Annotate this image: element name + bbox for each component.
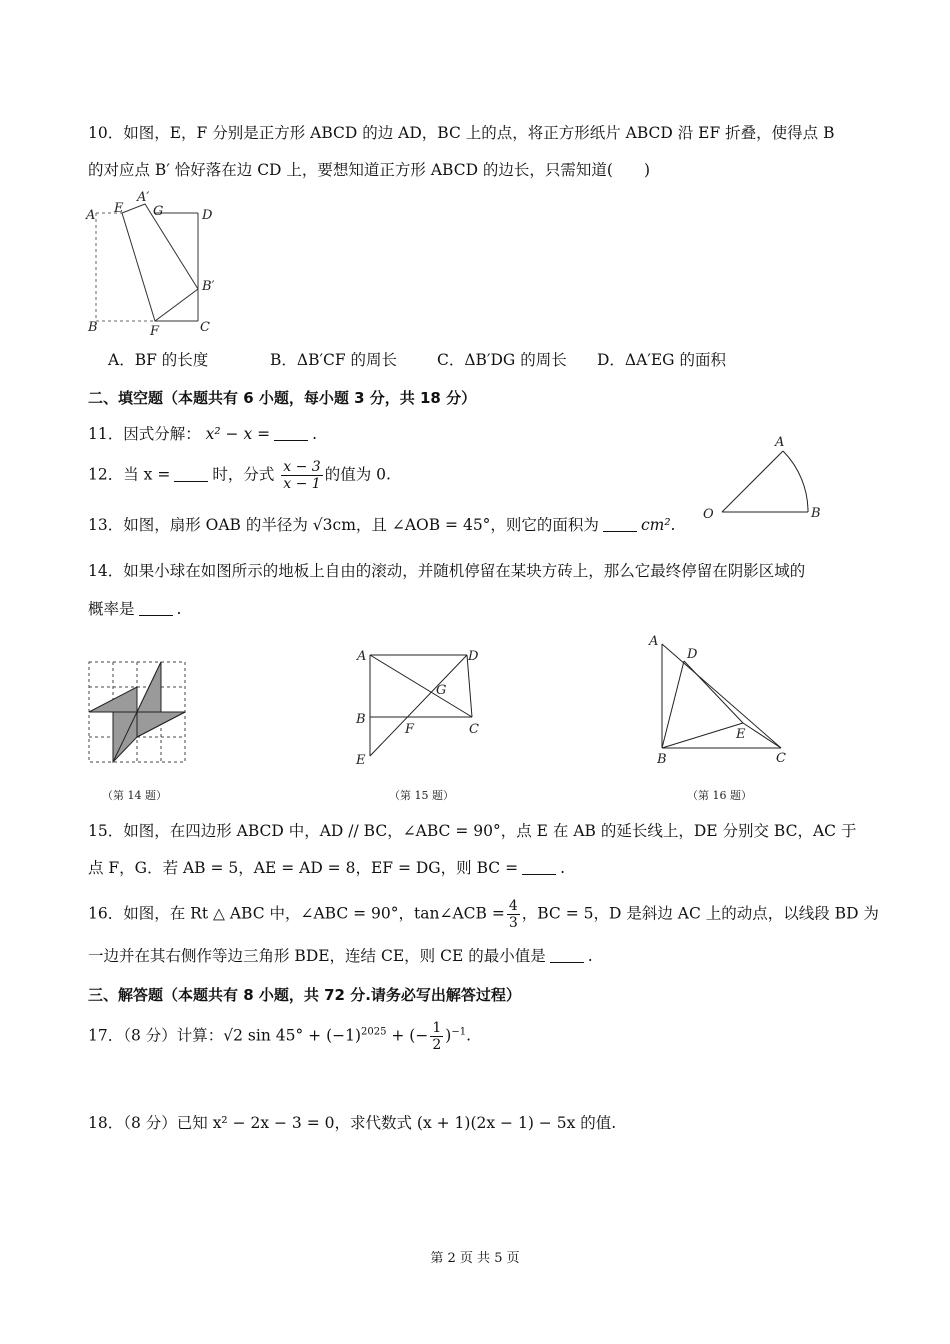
fig16-label-B: B [657, 752, 667, 767]
fig15-label-C: C [469, 722, 479, 737]
fig14-tiles [87, 660, 187, 765]
q16-denominator: 3 [508, 915, 518, 931]
q12-numerator: x − 3 [283, 459, 321, 475]
q10-line1: 10．如图，E，F 分别是正方形 ABCD 的边 AD，BC 上的点，将正方形纸片 ABCD 沿 EF 折叠，使得点 B [88, 124, 835, 142]
q15-blank[interactable] [522, 860, 556, 875]
q16-line2 [88, 945, 593, 967]
q14-prefix: 概率是 [88, 600, 135, 618]
q14-line1: 14．如果小球在如图所示的地板上自由的滚动，并随机停留在某块方砖上，那么它最终停留在阴影区域的 [88, 562, 806, 580]
q17-exponent-neg1: −1 [451, 1026, 467, 1038]
q17-exponent-2025: 2025 [361, 1026, 387, 1038]
fig15-label-F: F [405, 722, 415, 737]
q12-mid: 时，分式 [212, 465, 275, 484]
q12 [88, 459, 391, 492]
q13-prefix: 13．如图，扇形 OAB 的半径为 √3cm，且 ∠AOB = 45°，则它的面积为 [88, 516, 599, 534]
q12-suffix: 的值为 0. [324, 465, 391, 484]
q10-dashed-edges [96, 213, 198, 321]
q10-label-C: C [200, 320, 210, 335]
q11-suffix: . [312, 425, 318, 443]
q12-denominator: x − 1 [283, 476, 321, 492]
fig15-label-B: B [356, 712, 366, 727]
q14-suffix: . [176, 600, 182, 618]
fig15-label-E: E [356, 753, 366, 768]
q18: 18．（8 分）已知 x² − 2x − 3 = 0，求代数式 (x + 1)(2x − 1) − 5x 的值. [88, 1114, 617, 1132]
q12-blank[interactable] [174, 467, 208, 482]
q17-denominator: 2 [432, 1037, 442, 1053]
fig15-label-A: A [357, 649, 367, 664]
q17 [88, 1020, 471, 1053]
q10-label-B1: B′ [202, 279, 215, 294]
q10-figure [80, 186, 230, 336]
q10-option-a[interactable]: A．BF 的长度 [108, 351, 209, 369]
page-footer: 第 2 页 共 5 页 [430, 1251, 520, 1266]
q11-expr: x² − x = [205, 425, 271, 443]
fig16-triangle [645, 628, 795, 768]
q16-line1 [88, 898, 879, 931]
q17-prefix: 17．（8 分）计算：√2 sin 45° + (−1) [88, 1026, 362, 1045]
q10-option-c[interactable]: C．ΔB′DG 的周长 [437, 351, 567, 369]
q16-line2-suffix: . [587, 947, 593, 965]
q13-blank[interactable] [603, 517, 637, 532]
q14-blank[interactable] [139, 601, 173, 616]
q15-line2 [88, 857, 565, 879]
q13-label-O: O [703, 507, 714, 522]
fig15-label-D: D [468, 649, 479, 664]
q17-numerator: 1 [432, 1020, 442, 1036]
q16-prefix: 16．如图，在 Rt △ ABC 中，∠ABC = 90°，tan∠ACB = [88, 904, 505, 923]
q12-fraction [281, 459, 322, 492]
q15-line1: 15．如图，在四边形 ABCD 中，AD // BC，∠ABC = 90°，点 E 在 AB 的延长线上，DE 分别交 BC，AC 于 [88, 822, 857, 840]
q13 [88, 514, 675, 536]
q10-option-d[interactable]: D．ΔA′EG 的面积 [597, 351, 726, 369]
q10-option-b[interactable]: B．ΔB′CF 的周长 [270, 351, 398, 369]
q10-label-E: E [114, 201, 124, 216]
q16-line1-suffix: ，BC = 5，D 是斜边 AC 上的动点，以线段 BD 为 [521, 904, 879, 923]
q13-label-B: B [811, 506, 821, 521]
q10-label-B: B [88, 320, 98, 335]
q11 [88, 423, 317, 445]
q14-line2 [88, 598, 181, 620]
fig16-label-E: E [736, 727, 746, 742]
q11-blank[interactable] [274, 426, 308, 441]
fig15-label-G: G [436, 683, 447, 698]
q15-suffix: . [560, 859, 565, 877]
q17-suffix: . [466, 1026, 472, 1045]
q10-line2: 的对应点 B′ 恰好落在边 CD 上，要想知道正方形 ABCD 的边长，只需知道( ) [88, 161, 651, 179]
q10-label-F: F [150, 324, 160, 336]
q10-folded-shape [122, 204, 198, 321]
fig16-label-A: A [649, 634, 659, 649]
fig15-quadrilateral [350, 643, 500, 773]
fig16-label-C: C [776, 751, 786, 766]
caption-fig14: （第 14 题） [102, 789, 167, 802]
q10-label-D: D [202, 208, 213, 223]
q16-fraction [507, 898, 520, 931]
q10-label-A: A [86, 208, 96, 223]
section2-heading: 二、填空题（本题共有 6 小题，每小题 3 分，共 18 分） [88, 389, 477, 407]
q13-sector-figure [695, 430, 835, 525]
q15-prefix: 点 F，G．若 AB = 5，AE = AD = 8，EF = DG，则 BC = [88, 859, 519, 877]
caption-fig16: （第 16 题） [687, 789, 752, 802]
fig16-label-D: D [687, 647, 698, 662]
q13-suffix: cm². [640, 516, 676, 534]
q17-fraction [430, 1020, 443, 1053]
q10-label-A1: A′ [137, 190, 150, 205]
q11-prefix: 11．因式分解： [88, 425, 201, 443]
q12-prefix: 12．当 x = [88, 465, 171, 484]
section3-heading: 三、解答题（本题共有 8 小题，共 72 分.请务必写出解答过程） [88, 986, 521, 1004]
q10-label-G: G [153, 204, 164, 219]
caption-fig15: （第 15 题） [389, 789, 454, 802]
q17-close: ) [445, 1026, 452, 1045]
q13-label-A: A [775, 435, 785, 450]
q16-blank[interactable] [550, 948, 584, 963]
q16-numerator: 4 [508, 898, 518, 914]
q16-line2-prefix: 一边并在其右侧作等边三角形 BDE，连结 CE，则 CE 的最小值是 [88, 947, 546, 965]
q17-mid: + (− [386, 1026, 429, 1045]
